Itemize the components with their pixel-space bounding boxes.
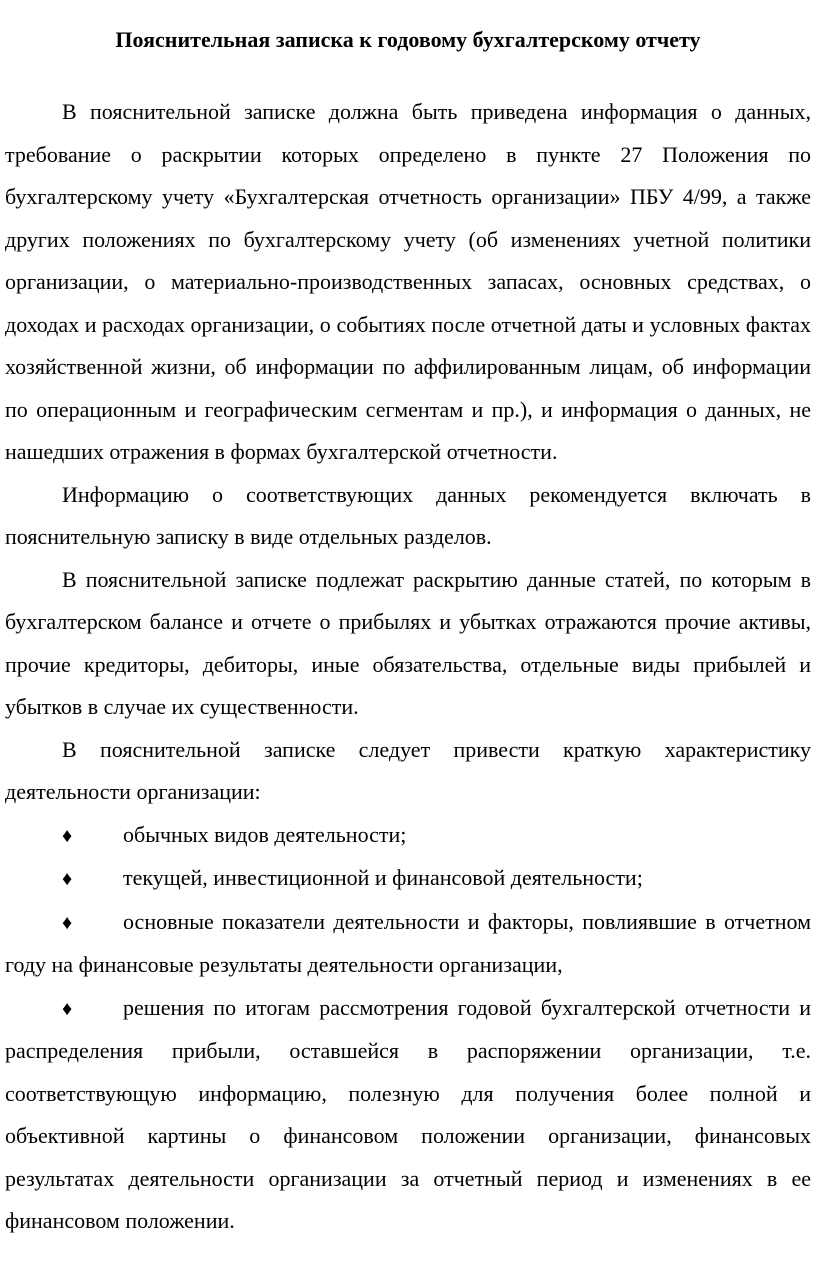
bullet-text: решения по итогам рассмотрения годовой бухгалтерской отчетности и распределения прибыли, оставшейся в распоряжении организации, т.е. соответствующую информацию, полезную для получения более полной и объективной картины о финансовом положении организации, финансовых результатах деятельности организации за отчетный период и изменениях в ее финансовом положении. — [5, 994, 811, 1233]
bullet-text: обычных видов деятельности; — [123, 821, 407, 847]
bullet-item-ordinary-activities — [5, 814, 811, 858]
bullet-text: основные показатели деятельности и факторы, повлиявшие в отчетном году на финансовые результаты деятельности организации, — [5, 908, 811, 977]
diamond-bullet-icon: ♦ — [62, 997, 73, 1020]
paragraph-separate-sections: Информацию о соответствующих данных рекомендуется включать в пояснительную записку в виде отдельных разделов. — [5, 481, 811, 549]
bullet-item-current-investment-financial — [5, 857, 811, 901]
document-title: Пояснительная записка к годовому бухгалтерскому отчету — [115, 27, 701, 52]
diamond-bullet-icon: ♦ — [62, 824, 73, 847]
bullet-item-annual-report-decisions — [5, 987, 811, 1243]
paragraph-balance-items: В пояснительной записке подлежат раскрытию данные статей, по которым в бухгалтерском балансе и отчете о прибылях и убытках отражаются прочие активы, прочие кредиторы, дебиторы, иные обязательства, отдельные виды прибылей и убытков в случае их существенности. — [5, 566, 811, 719]
diamond-bullet-icon: ♦ — [62, 911, 73, 934]
bullet-text: текущей, инвестиционной и финансовой деятельности; — [123, 865, 643, 890]
bullet-item-key-indicators — [5, 901, 811, 987]
paragraph-disclosure-requirements: В пояснительной записке должна быть приведена информация о данных, требование о раскрытии которых определено в пункте 27 Положения по бухгалтерскому учету «Бухгалтерская отчетность организации» ПБУ 4/99, а также других положениях по бухгалтерскому учету (об изменениях учетной политики организации, о материально-производственных запасах, основных средствах, о доходах и расходах организации, о событиях после отчетной даты и условных фактах хозяйственной жизни, об информации по аффилированным лицам, об информации по операционным и географическим сегментам и пр.), и информация о данных, не нашедших отражения в формах бухгалтерской отчетности. — [5, 99, 811, 464]
diamond-bullet-icon: ♦ — [62, 868, 73, 890]
paragraph-activity-characteristics: В пояснительной записке следует привести краткую характеристику деятельности организации: — [5, 736, 811, 804]
